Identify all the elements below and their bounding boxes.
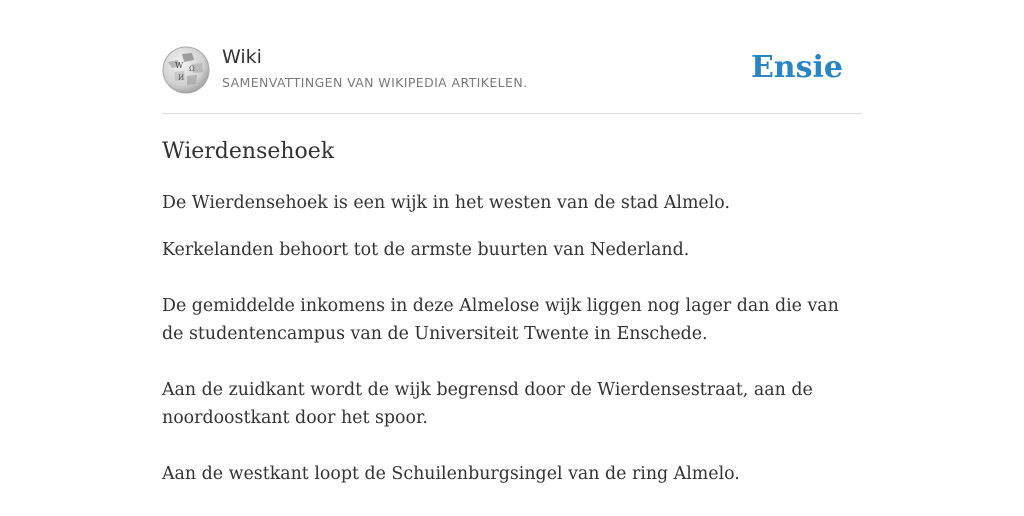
article-content — [162, 189, 862, 516]
site-tagline: SAMENVATTINGEN VAN WIKIPEDIA ARTIKELEN. — [222, 75, 528, 90]
wikipedia-globe-icon[interactable] — [162, 46, 210, 94]
article-paragraph: Kerkelanden behoort tot de armste buurten van Nederland. — [162, 240, 690, 260]
ensie-brand-link[interactable]: Ensie — [750, 50, 843, 85]
svg-text:Ω: Ω — [189, 65, 195, 73]
article-intro: De Wierdensehoek is een wijk in het westen van de stad Almelo. — [162, 193, 730, 213]
article-paragraph: Aan de westkant loopt de Schuilenburgsingel van de ring Almelo. — [162, 464, 740, 484]
article-paragraph: De gemiddelde inkomens in deze Almelose wijk liggen nog lager dan die van de studentencampus van de Universiteit Twente in Enschede. — [162, 296, 839, 344]
svg-text:И: И — [178, 74, 185, 82]
svg-text:W: W — [175, 61, 184, 70]
article-title: Wierdensehoek — [162, 139, 335, 164]
site-name[interactable]: Wiki — [222, 46, 262, 68]
article-paragraph: Aan de zuidkant wordt de wijk begrensd door de Wierdensestraat, aan de noordoostkant door het spoor. — [162, 380, 813, 428]
page — [162, 0, 862, 484]
site-header — [162, 0, 862, 114]
